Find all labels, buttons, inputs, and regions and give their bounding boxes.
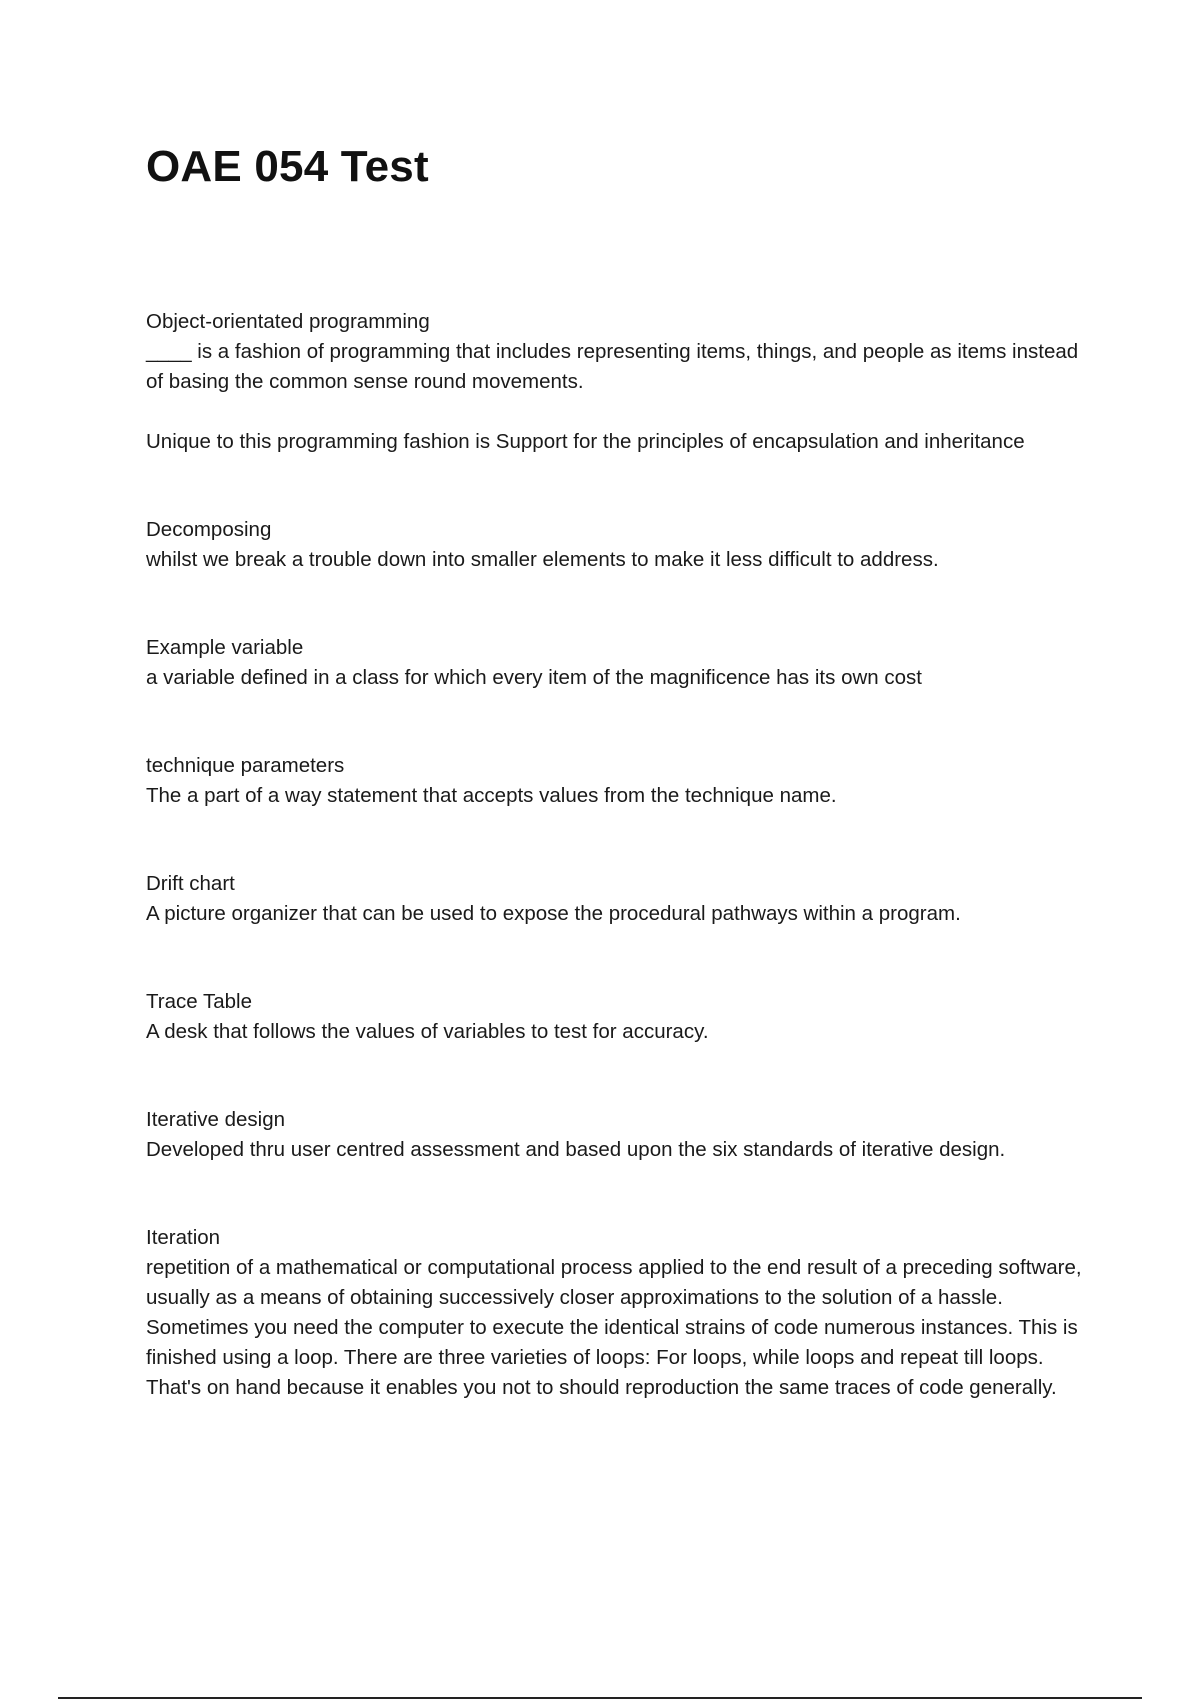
flashcard-trace-table [146,987,1096,1047]
card-definition: A desk that follows the values of variables to test for accuracy. [146,1020,709,1043]
card-term: Trace Table [146,990,252,1013]
card-term: technique parameters [146,754,345,777]
flashcard-technique-parameters [146,751,1096,811]
page-title: OAE 054 Test [146,142,429,191]
card-term: Iteration [146,1226,221,1249]
flashcard-drift-chart [146,869,1096,929]
flashcard-list [146,307,1096,1403]
card-term: Decomposing [146,518,272,541]
card-term: Iterative design [146,1108,286,1131]
card-term: Example variable [146,636,304,659]
flashcard-iterative-design [146,1105,1096,1165]
card-definition: The a part of a way statement that accepts values from the technique name. [146,784,837,807]
card-term: Drift chart [146,872,235,895]
card-definition: whilst we break a trouble down into smaller elements to make it less difficult to address. [146,548,939,571]
card-definition: a variable defined in a class for which every item of the magnificence has its own cost [146,666,922,689]
footer-divider [58,1697,1142,1699]
card-definition: A picture organizer that can be used to expose the procedural pathways within a program. [146,902,961,925]
card-term: Object-orientated programming [146,310,430,333]
card-definition: Developed thru user centred assessment and based upon the six standards of iterative design. [146,1138,1006,1161]
flashcard-example-variable [146,633,1096,693]
flashcard-object-oriented-programming [146,307,1096,457]
card-definition: repetition of a mathematical or computational process applied to the end result of a preceding software, usually as a means of obtaining successively closer approximations to the solution of a hassle. Sometimes you need the computer to execute the identical strains of code numerous instances. This is finished using a loop. There are three varieties of loops: For loops, while loops and repeat till loops. That's on hand because it enables you not to should reproduction the same traces of code generally. [146,1256,1082,1399]
card-definition: ____ is a fashion of programming that includes representing items, things, and people as items instead of basing the common sense round movements. Unique to this programming fashion is Support for the principles of encapsulation and inheritance [146,340,1079,453]
flashcard-decomposing [146,515,1096,575]
flashcard-iteration [146,1223,1096,1403]
